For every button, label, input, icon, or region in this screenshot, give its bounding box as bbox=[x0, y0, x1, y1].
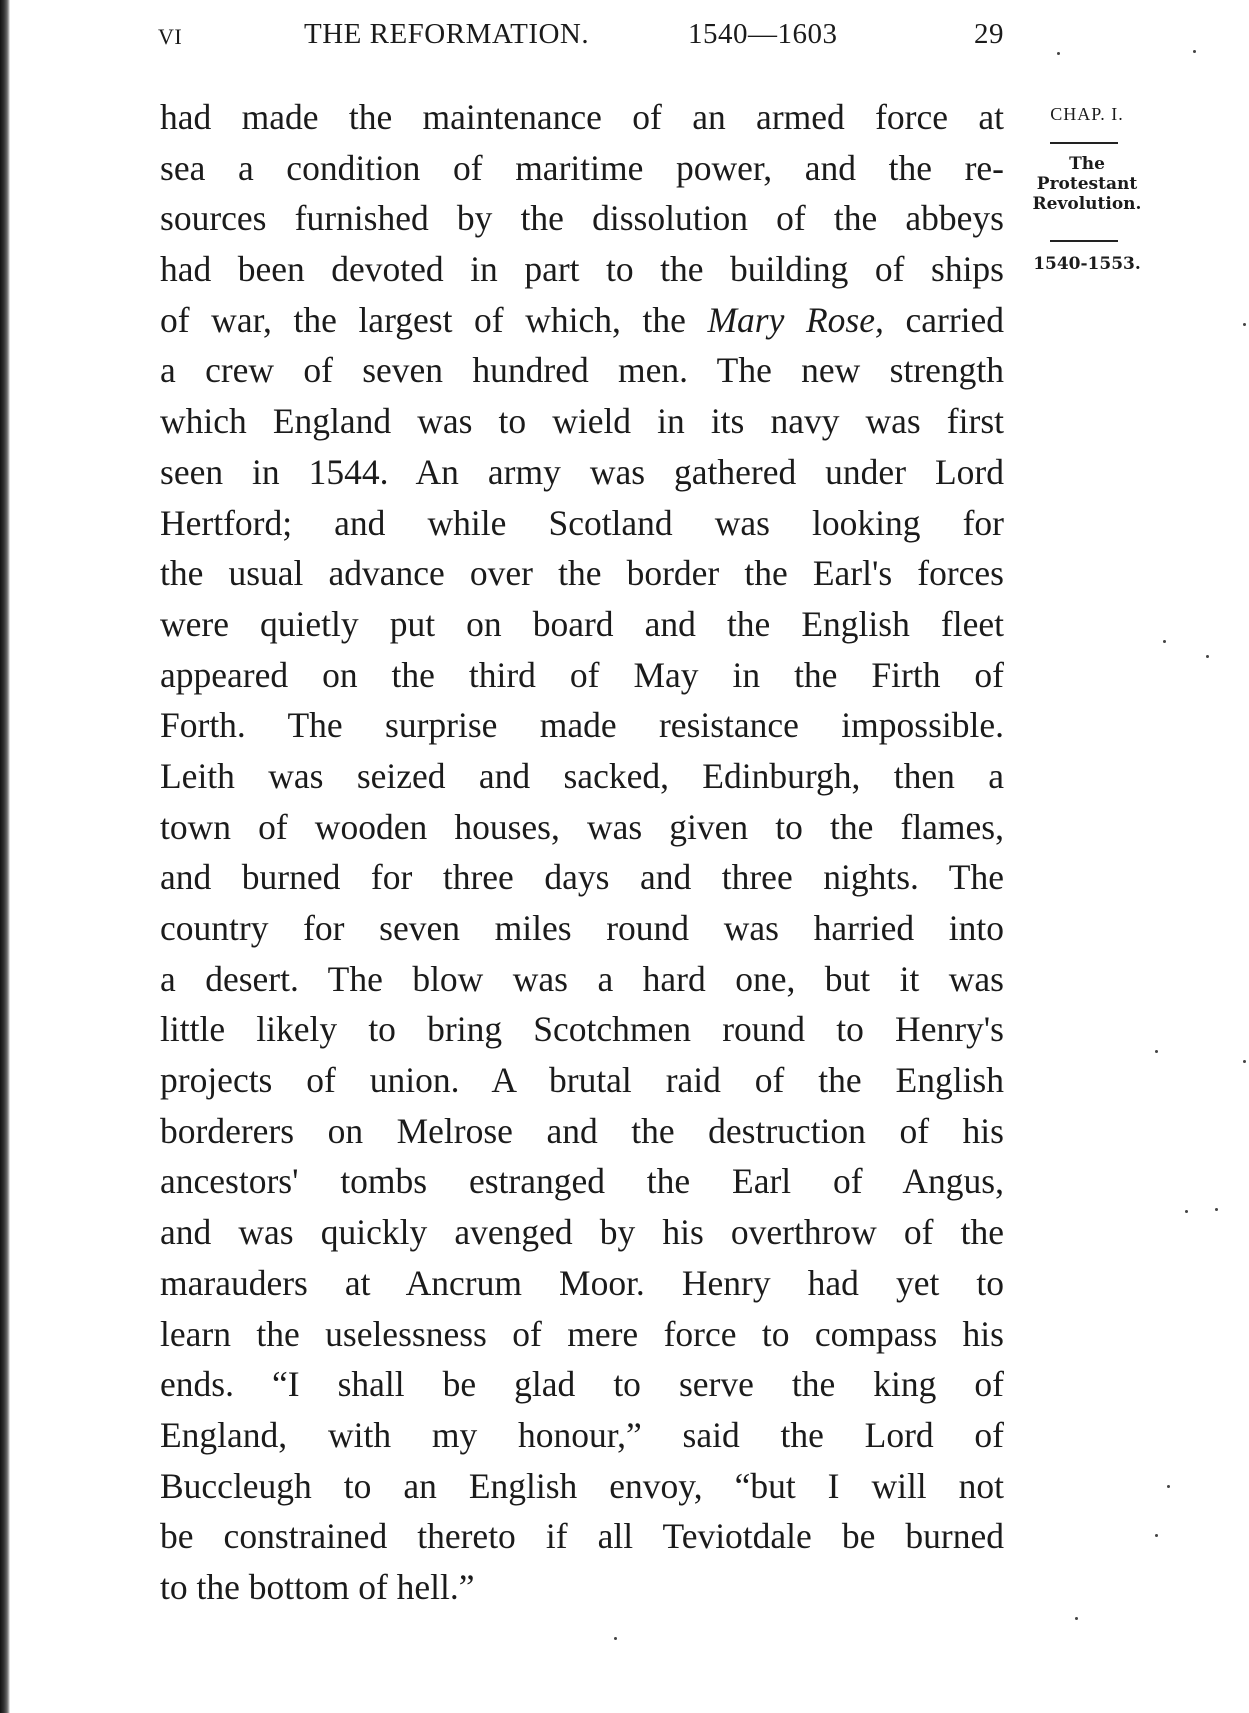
ship-name-italic: Mary Rose, bbox=[707, 299, 884, 340]
paper-speck bbox=[1075, 1617, 1078, 1620]
paper-speck bbox=[1155, 1050, 1158, 1053]
margin-topic bbox=[1012, 154, 1162, 214]
paper-speck bbox=[1215, 1208, 1218, 1211]
paper-speck bbox=[1243, 323, 1246, 326]
text-line: be constrained thereto if all Teviotdale be burned bbox=[160, 1516, 1004, 1557]
text-line: seen in 1544. An army was gathered under Lord bbox=[160, 451, 1004, 492]
text-line: town of wooden houses, was given to the flames, bbox=[160, 806, 1004, 847]
paper-speck bbox=[1155, 1534, 1158, 1537]
header-title: THE REFORMATION. bbox=[304, 18, 590, 50]
margin-topic-line: Revolution. bbox=[1032, 194, 1142, 214]
text-line: learn the uselessness of mere force to compass his bbox=[160, 1313, 1004, 1354]
text-line: and burned for three days and three nights. The bbox=[160, 857, 1004, 898]
margin-topic-line: The bbox=[1069, 154, 1105, 174]
text-segment: carried bbox=[905, 299, 1005, 340]
text-line: a desert. The blow was a hard one, but it was bbox=[160, 958, 1004, 999]
text-line: a crew of seven hundred men. The new strength bbox=[160, 350, 1004, 391]
text-line: ends. “I shall be glad to serve the king of bbox=[160, 1364, 1004, 1405]
paper-speck bbox=[1243, 1060, 1246, 1063]
header-chapter-number: VI bbox=[158, 24, 183, 49]
text-line: Hertford; and while Scotland was looking for bbox=[160, 502, 1004, 543]
text-line bbox=[160, 295, 1004, 346]
text-line: Forth. The surprise made resistance impossible. bbox=[160, 705, 1004, 746]
text-line: little likely to bring Scotchmen round to Henry's bbox=[160, 1009, 1004, 1050]
paper-speck bbox=[1185, 1210, 1188, 1213]
margin-rule bbox=[1050, 142, 1118, 144]
margin-rule bbox=[1050, 240, 1118, 242]
text-line: had been devoted in part to the building of ships bbox=[160, 249, 1004, 290]
page-number: 29 bbox=[974, 18, 1004, 50]
page-binding-edge bbox=[0, 0, 10, 1713]
text-line-last: to the bottom of hell.” bbox=[160, 1566, 475, 1607]
paper-speck bbox=[614, 1637, 617, 1640]
text-line: had made the maintenance of an armed force at bbox=[160, 97, 1004, 137]
text-line: marauders at Ancrum Moor. Henry had yet to bbox=[160, 1262, 1004, 1303]
body-text bbox=[160, 92, 1004, 1613]
text-line: Buccleugh to an English envoy, “but I will not bbox=[160, 1465, 1004, 1506]
text-line: ancestors' tombs estranged the Earl of Angus, bbox=[160, 1161, 1004, 1202]
text-line: sources furnished by the dissolution of the abbeys bbox=[160, 198, 1004, 239]
text-line: which England was to wield in its navy was first bbox=[160, 401, 1004, 442]
text-line: borderers on Melrose and the destruction of his bbox=[160, 1110, 1004, 1151]
text-line: and was quickly avenged by his overthrow of the bbox=[160, 1212, 1004, 1253]
text-line: England, with my honour,” said the Lord of bbox=[160, 1414, 1004, 1455]
margin-topic-line: Protestant bbox=[1036, 174, 1138, 194]
paper-speck bbox=[1167, 1485, 1170, 1488]
margin-chapter-label: CHAP. I. bbox=[1050, 104, 1124, 124]
running-header bbox=[158, 18, 1008, 68]
text-line: sea a condition of maritime power, and the re- bbox=[160, 147, 1004, 188]
margin-dates: 1540-1553. bbox=[1033, 254, 1141, 274]
text-line: country for seven miles round was harried into bbox=[160, 908, 1004, 948]
text-line: Leith was seized and sacked, Edinburgh, then a bbox=[160, 755, 1004, 796]
header-dates: 1540—1603 bbox=[688, 18, 838, 50]
paper-speck bbox=[1206, 655, 1209, 658]
text-line: appeared on the third of May in the Firth of bbox=[160, 654, 1004, 695]
paper-speck bbox=[1163, 640, 1166, 643]
paper-speck bbox=[1057, 52, 1060, 55]
text-line: the usual advance over the border the Earl's forces bbox=[160, 553, 1004, 594]
text-line: were quietly put on board and the English fleet bbox=[160, 603, 1004, 644]
text-segment: of war, the largest of which, the bbox=[160, 299, 686, 340]
text-line: projects of union. A brutal raid of the English bbox=[160, 1060, 1004, 1101]
paper-speck bbox=[1193, 50, 1196, 53]
